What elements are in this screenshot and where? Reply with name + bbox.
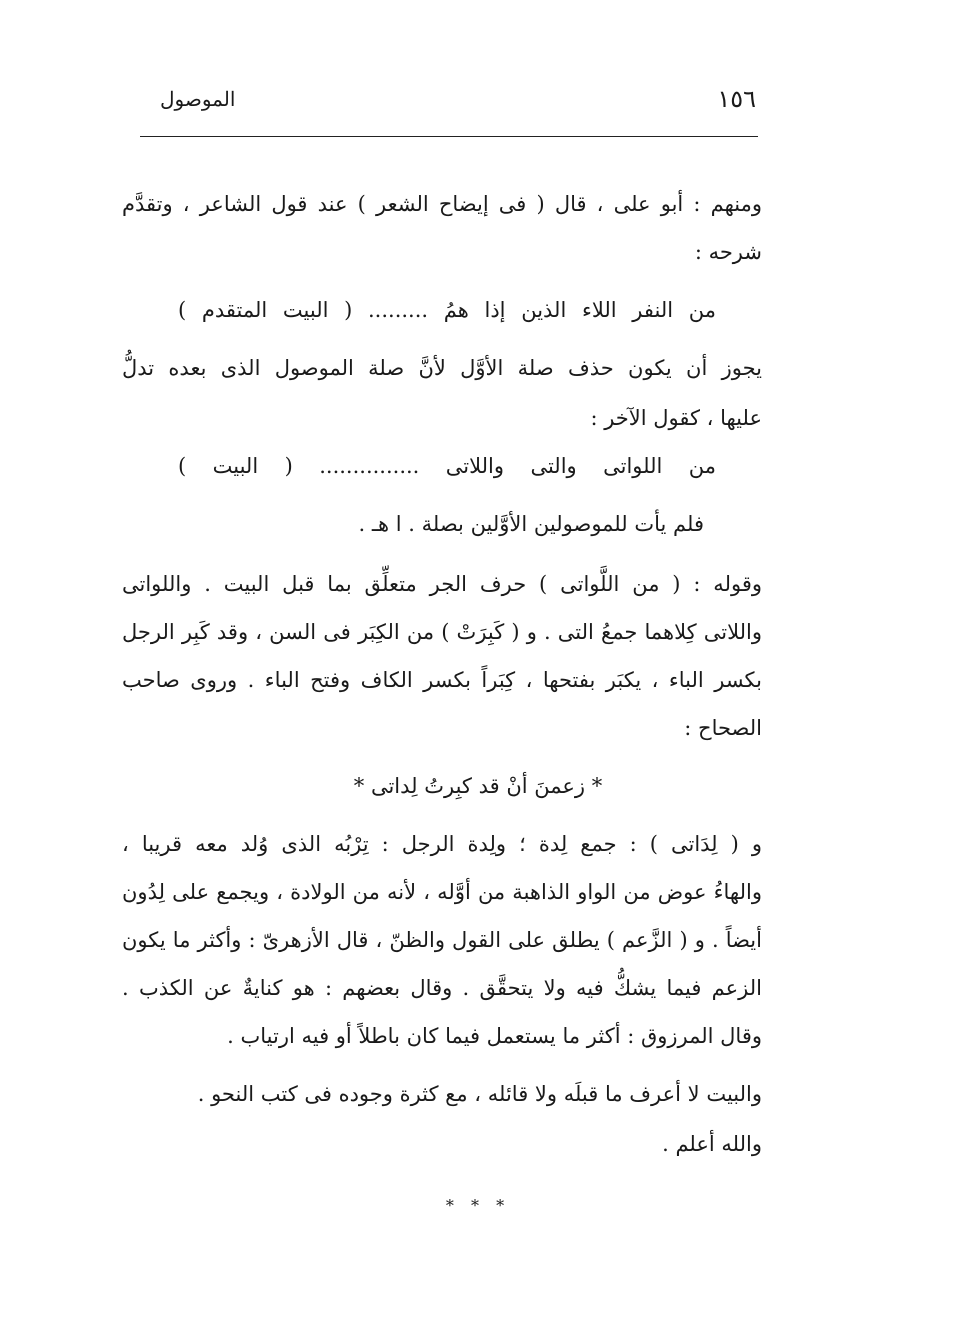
text-line: الزعم فيما يشكُّ فيه ولا يتحقَّق . وقال بعضهم : هو كنايةٌ عن الكذب . [122, 976, 762, 1000]
text-line: وقال المرزوق : أكثر ما يستعمل فيما كان باطلاً أو فيه ارتياب . [227, 1024, 762, 1048]
text-line: والبيت لا أعرف ما قبلَه ولا قائله ، مع كثرة وجوده فى كتب النحو . [197, 1082, 762, 1106]
text-line: والهاءُ عوض من الواو الذاهبة من أوَّله ، لأنه من الولادة ، ويجمع على لِدُون [122, 880, 762, 904]
text-line: يجوز أن يكون حذف صلة الأوَّل لأنَّ صلة الموصول الذى بعده تدلُّ [122, 356, 762, 380]
verse-line: * زعمنَ أنْ قد كبِرتُ لِداتى * [353, 774, 603, 798]
verse-line: من اللواتى والتى واللاتى ............... ( البيت ) [178, 454, 716, 478]
text-line: و ( لِدَاتى ) : جمع لِدة ؛ ولِدة الرجل : تِرْبُه الذى وُلد معه قريبا ، [122, 832, 762, 856]
running-title: الموصول [160, 87, 236, 111]
text-line: الصحاح : [684, 716, 762, 740]
text-line: فلم يأت للموصولين الأوَّلين بصلة . ا هـ . [358, 512, 704, 536]
text-line: شرحه : [694, 240, 762, 264]
verse-line: من النفر اللاء الذين إذا همُ ......... ( البيت المتقدم ) [178, 298, 716, 322]
text-line: عليها ، كقول الآخر : [590, 406, 762, 430]
text-line: وقوله : ( من اللَّواتى ) حرف الجر متعلِّق بما قبل البيت . واللواتى [122, 572, 762, 596]
header-rule [140, 136, 758, 137]
section-ornament: * * * [445, 1196, 511, 1215]
text-line: أيضاً . و ( الزَّعم ) يطلق على القول والظنّ ، قال الأزهرىّ : وأكثر ما يكون [122, 928, 762, 952]
text-line: واللاتى كِلاهما جمعُ التى . و ( كَبِرَتْ ) من الكِبَر فى السن ، وقد كَبِر الرجل [122, 620, 762, 644]
text-line: ومنهم : أبو على ، قال ( فى إيضاح الشعر ) عند قول الشاعر ، وتقدَّم [122, 192, 762, 216]
page-number: ١٥٦ [717, 85, 756, 113]
text-line: والله أعلم . [662, 1132, 762, 1156]
text-line: بكسر الباء ، يكبَر بفتحها ، كِبَراً بكسر الكاف وفتح الباء . وروى صاحب [122, 668, 762, 692]
